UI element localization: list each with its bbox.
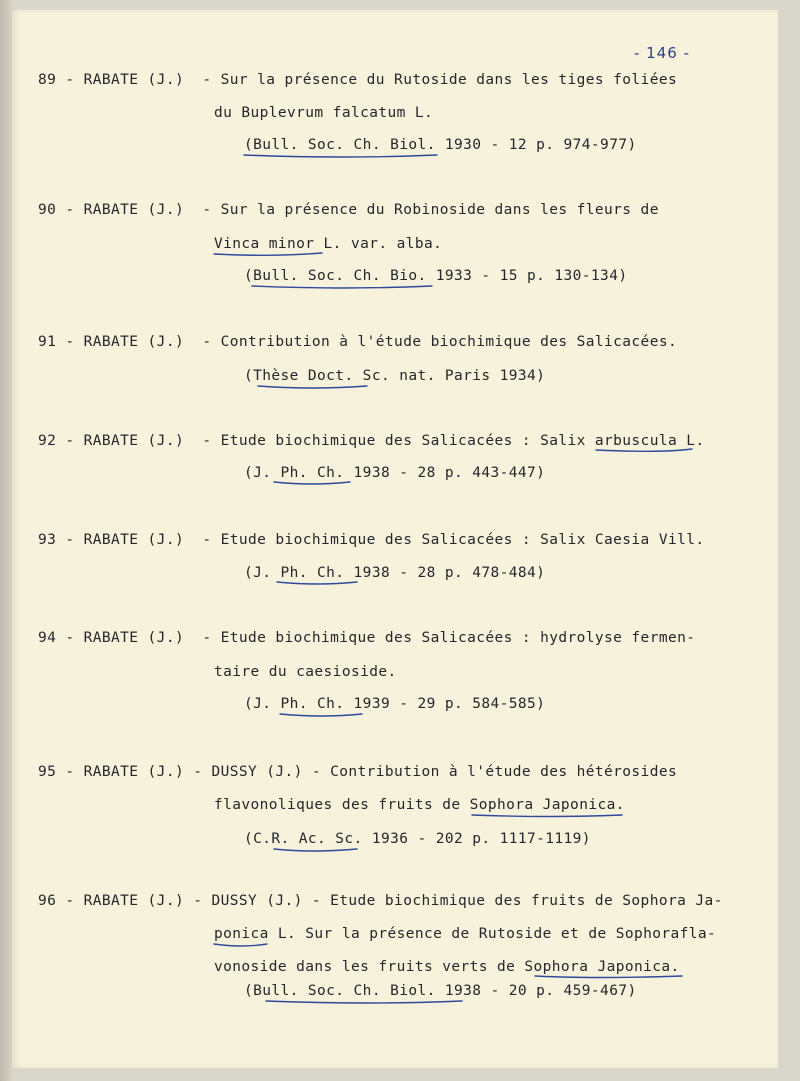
entry-96-line3: vonoside dans les fruits verts de Sophora Japonica.: [214, 959, 680, 975]
entry-90-line2: Vinca minor L. var. alba.: [214, 236, 443, 252]
entry-95-line2: flavonoliques des fruits de Sophora Japonica.: [214, 797, 625, 813]
entry-90-ref: (Bull. Soc. Ch. Bio. 1933 - 15 p. 130-134): [244, 268, 628, 284]
entry-94-line2: taire du caesioside.: [214, 664, 397, 680]
entry-92-ref: (J. Ph. Ch. 1938 - 28 p. 443-447): [244, 465, 546, 481]
entry-95-line1: 95 - RABATE (J.) - DUSSY (J.) - Contribution à l'étude des hétérosides: [38, 764, 678, 780]
entry-96-line1: 96 - RABATE (J.) - DUSSY (J.) - Etude biochimique des fruits de Sophora Ja-: [38, 893, 723, 909]
entry-89-ref: (Bull. Soc. Ch. Biol. 1930 - 12 p. 974-977): [244, 137, 637, 153]
entry-96-line2: ponica L. Sur la présence de Rutoside et de Sophorafla-: [214, 926, 717, 942]
book-binding-edge: [0, 0, 12, 1081]
entry-94-ref: (J. Ph. Ch. 1939 - 29 p. 584-585): [244, 696, 546, 712]
page-number: - 146 -: [634, 44, 690, 62]
entry-93-ref: (J. Ph. Ch. 1938 - 28 p. 478-484): [244, 565, 546, 581]
entry-91-line1: 91 - RABATE (J.) - Contribution à l'étude biochimique des Salicacées.: [38, 334, 678, 350]
entry-91-ref: (Thèse Doct. Sc. nat. Paris 1934): [244, 368, 546, 384]
entry-96-ref: (Bull. Soc. Ch. Biol. 1938 - 20 p. 459-467): [244, 983, 637, 999]
entry-89-line1: 89 - RABATE (J.) - Sur la présence du Rutoside dans les tiges foliées: [38, 72, 678, 88]
entry-93-line1: 93 - RABATE (J.) - Etude biochimique des Salicacées : Salix Caesia Vill.: [38, 532, 705, 548]
entry-95-ref: (C.R. Ac. Sc. 1936 - 202 p. 1117-1119): [244, 831, 591, 847]
document-page: [12, 10, 778, 1068]
entry-90-line1: 90 - RABATE (J.) - Sur la présence du Robinoside dans les fleurs de: [38, 202, 659, 218]
entry-89-line2: du Buplevrum falcatum L.: [214, 105, 434, 121]
entry-92-line1: 92 - RABATE (J.) - Etude biochimique des Salicacées : Salix arbuscula L.: [38, 433, 705, 449]
entry-94-line1: 94 - RABATE (J.) - Etude biochimique des Salicacées : hydrolyse fermen-: [38, 630, 696, 646]
